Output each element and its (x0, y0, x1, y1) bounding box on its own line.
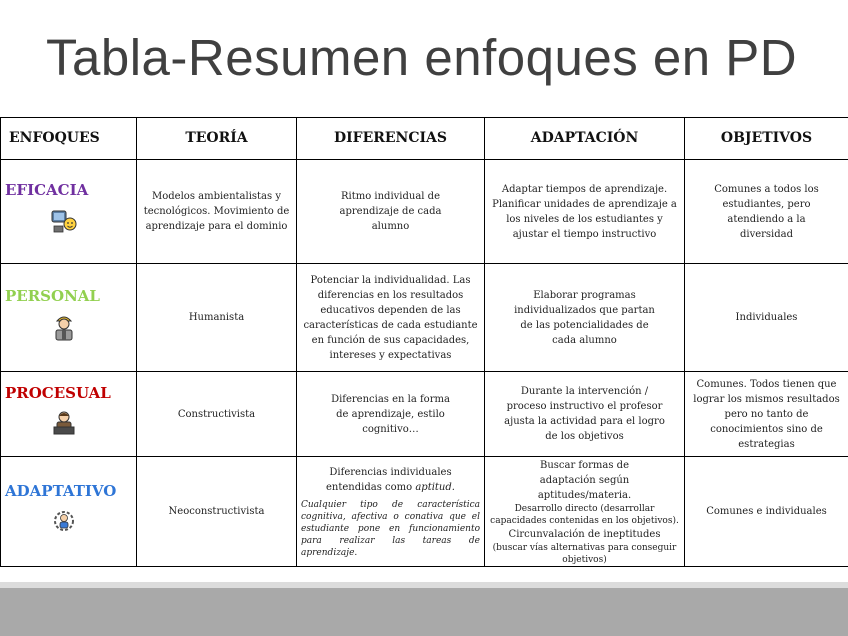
objetivos-procesual: Comunes. Todos tienen que lograr los mismos resultados pero no tanto de conocimientos sino de estrategias (685, 372, 848, 457)
table-row (1, 372, 848, 457)
objetivos-adaptativo: Comunes e individuales (685, 457, 848, 567)
adaptacion-procesual: Durante la intervención / proceso instructivo el profesor ajusta la actividad para el logro de los objetivos (485, 372, 685, 457)
diferencias-adaptativo-text (301, 465, 480, 495)
enfoque-cell-procesual (1, 372, 137, 457)
teoria-procesual: Constructivista (137, 372, 297, 457)
enfoque-cell-personal (1, 264, 137, 372)
header-enfoques: ENFOQUES (1, 118, 137, 160)
teoria-personal: Humanista (137, 264, 297, 372)
enfoque-name-personal: PERSONAL (5, 286, 100, 305)
table-header-row (1, 118, 848, 160)
worker-person-icon (1, 312, 133, 347)
table-row (1, 457, 848, 567)
diferencias-suffix: . (451, 481, 455, 493)
aptitud-term: aptitud (415, 481, 452, 493)
enfoque-name-adaptativo: ADAPTATIVO (5, 481, 117, 500)
table-row (1, 160, 848, 264)
footer-band (0, 588, 848, 636)
gear-person-icon (1, 507, 133, 540)
student-computer-icon (1, 409, 133, 442)
diferencias-prefix: Diferencias individuales entendidas como (326, 466, 452, 493)
header-diferencias: DIFERENCIAS (297, 118, 485, 160)
objetivos-eficacia: Comunes a todos los estudiantes, pero atendiendo a la diversidad (685, 160, 848, 264)
header-teoria: TEORÍA (137, 118, 297, 160)
enfoque-name-eficacia: EFICACIA (5, 180, 89, 199)
enfoque-cell-adaptativo (1, 457, 137, 567)
teacher-presentation-icon (1, 206, 133, 241)
objetivos-personal: Individuales (685, 264, 848, 372)
summary-table (0, 117, 848, 567)
aptitud-definition: Cualquier tipo de característica cognitiva, afectiva o conativa que el estudiante pone en funcionamiento para realizar las tareas de aprendizaje. (301, 499, 480, 558)
diferencias-eficacia: Ritmo individual de aprendizaje de cada alumno (297, 160, 485, 264)
teoria-eficacia: Modelos ambientalistas y tecnológicos. Movimiento de aprendizaje para el dominio (137, 160, 297, 264)
teoria-adaptativo: Neoconstructivista (137, 457, 297, 567)
header-adaptacion: ADAPTACIÓN (485, 118, 685, 160)
adaptacion-adaptativo (485, 457, 685, 567)
table-row (1, 264, 848, 372)
adaptacion-adaptativo-line-2: Desarrollo directo (desarrollar capacidades contenidas en los objetivos). (490, 503, 679, 526)
adaptacion-adaptativo-line-4: (buscar vías alternativas para conseguir objetivos) (492, 542, 677, 565)
adaptacion-personal: Elaborar programas individualizados que partan de las potencialidades de cada alumno (485, 264, 685, 372)
page-title: Tabla-Resumen enfoques en PD (46, 29, 798, 86)
diferencias-adaptativo (297, 457, 485, 567)
diferencias-personal: Potenciar la individualidad. Las diferencias en los resultados educativos dependen de las características de cada estudiante en función de sus capacidades, intereses y expectativas (297, 264, 485, 372)
adaptacion-adaptativo-line-1: Buscar formas de adaptación según aptitudes/materia. (537, 459, 632, 501)
enfoque-cell-eficacia (1, 160, 137, 264)
diferencias-procesual: Diferencias en la forma de aprendizaje, estilo cognitivo… (297, 372, 485, 457)
adaptacion-adaptativo-line-3: Circunvalación de ineptitudes (508, 528, 661, 540)
enfoque-name-procesual: PROCESUAL (5, 384, 111, 402)
header-objetivos: OBJETIVOS (685, 118, 848, 160)
adaptacion-eficacia: Adaptar tiempos de aprendizaje. Planificar unidades de aprendizaje a los niveles de los estudiantes y ajustar el tiempo instructivo (485, 160, 685, 264)
